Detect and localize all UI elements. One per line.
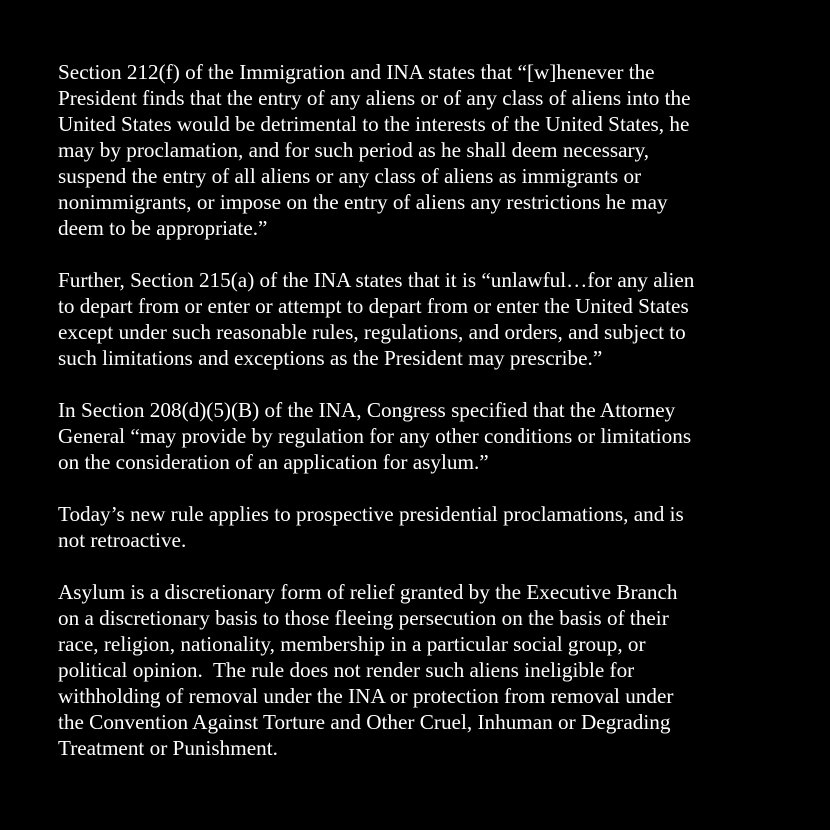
text-line: not retroactive. <box>58 528 187 552</box>
text-line: Section 212(f) of the Immigration and INA states that “[w]henever the <box>58 60 655 84</box>
text-line: political opinion. The rule does not render such aliens ineligible for <box>58 658 635 682</box>
text-line: deem to be appropriate.” <box>58 216 268 240</box>
paragraph-new-rule <box>58 501 774 553</box>
text-line: United States would be detrimental to the interests of the United States, he <box>58 112 690 136</box>
text-line: nonimmigrants, or impose on the entry of aliens any restrictions he may <box>58 190 668 214</box>
text-line: race, religion, nationality, membership in a particular social group, or <box>58 632 646 656</box>
text-line: President finds that the entry of any aliens or of any class of aliens into the <box>58 86 691 110</box>
text-line: Today’s new rule applies to prospective presidential proclamations, and is <box>58 502 684 526</box>
text-line: to depart from or enter or attempt to depart from or enter the United States <box>58 294 689 318</box>
text-line: General “may provide by regulation for any other conditions or limitations <box>58 424 692 448</box>
text-line: Asylum is a discretionary form of relief granted by the Executive Branch <box>58 580 678 604</box>
text-line: In Section 208(d)(5)(B) of the INA, Congress specified that the Attorney <box>58 398 676 422</box>
document-body <box>58 59 774 787</box>
text-line: may by proclamation, and for such period as he shall deem necessary, <box>58 138 650 162</box>
text-line: the Convention Against Torture and Other Cruel, Inhuman or Degrading <box>58 710 671 734</box>
text-line: on a discretionary basis to those fleeing persecution on the basis of their <box>58 606 669 630</box>
text-line: on the consideration of an application for asylum.” <box>58 450 489 474</box>
paragraph-section-215a <box>58 267 774 371</box>
paragraph-section-212f <box>58 59 774 241</box>
paragraph-asylum <box>58 579 774 761</box>
text-line: suspend the entry of all aliens or any class of aliens as immigrants or <box>58 164 642 188</box>
text-line: such limitations and exceptions as the President may prescribe.” <box>58 346 603 370</box>
text-line: except under such reasonable rules, regulations, and orders, and subject to <box>58 320 686 344</box>
text-line: Treatment or Punishment. <box>58 736 278 760</box>
text-line: withholding of removal under the INA or protection from removal under <box>58 684 674 708</box>
paragraph-section-208 <box>58 397 774 475</box>
text-line: Further, Section 215(a) of the INA states that it is “unlawful…for any alien <box>58 268 695 292</box>
